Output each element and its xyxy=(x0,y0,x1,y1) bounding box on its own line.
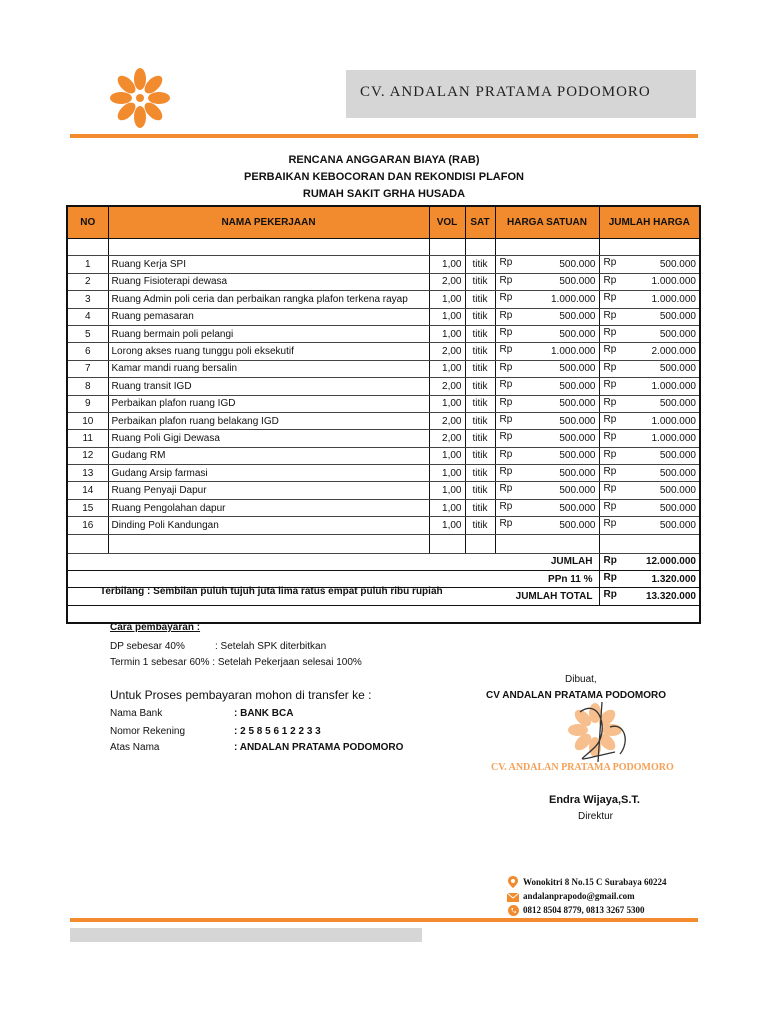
work-item-volume: 1,00 xyxy=(429,395,465,412)
currency-label: Rp xyxy=(499,309,513,321)
unit-price-cell xyxy=(495,308,599,325)
line-total-cell xyxy=(599,465,700,482)
currency-label: Rp xyxy=(499,326,513,338)
holder-value: : ANDALAN PRATAMA PODOMORO xyxy=(234,742,404,753)
work-item-name: Ruang pemasaran xyxy=(108,308,429,325)
line-total-cell xyxy=(599,378,700,395)
footer-address: Wonokitri 8 No.15 C Surabaya 60224 xyxy=(523,877,667,887)
made-by-label: Dibuat, xyxy=(565,674,597,685)
line-total: 1.000.000 xyxy=(651,380,696,392)
footer-band xyxy=(70,928,422,942)
total-value: 12.000.000 xyxy=(645,556,696,568)
unit-price: 500.000 xyxy=(559,363,596,375)
table-row xyxy=(67,465,700,482)
currency-label: Rp xyxy=(499,257,513,269)
unit-price-cell xyxy=(495,465,599,482)
work-item-volume: 1,00 xyxy=(429,499,465,516)
unit-price-cell xyxy=(495,256,599,273)
work-item-volume: 1,00 xyxy=(429,447,465,464)
work-item-name: Ruang Poli Gigi Dewasa xyxy=(108,430,429,447)
footer-divider xyxy=(70,918,698,922)
line-total: 500.000 xyxy=(659,502,696,514)
currency-label: Rp xyxy=(499,413,513,425)
currency-label: Rp xyxy=(603,518,617,530)
table-row xyxy=(67,482,700,499)
rab-table xyxy=(66,205,701,624)
line-total-cell xyxy=(599,308,700,325)
currency-label: Rp xyxy=(603,483,617,495)
unit-price-cell xyxy=(495,517,599,534)
unit-price: 500.000 xyxy=(559,276,596,288)
work-item-volume: 2,00 xyxy=(429,430,465,447)
work-item-volume: 1,00 xyxy=(429,482,465,499)
unit-price: 500.000 xyxy=(559,485,596,497)
currency-label: Rp xyxy=(603,274,617,286)
table-row xyxy=(67,412,700,429)
work-item-volume: 2,00 xyxy=(429,378,465,395)
phone-icon xyxy=(508,905,519,916)
work-item-unit: titik xyxy=(465,291,495,308)
work-item-name: Ruang bermain poli pelangi xyxy=(108,325,429,342)
currency-label: Rp xyxy=(603,431,617,443)
currency-label: Rp xyxy=(603,466,617,478)
work-item-name: Ruang Fisioterapi dewasa xyxy=(108,273,429,290)
table-row xyxy=(67,325,700,342)
row-number: 7 xyxy=(67,360,108,377)
unit-price-cell xyxy=(495,273,599,290)
location-pin-icon xyxy=(508,876,518,888)
work-item-name: Perbaikan plafon ruang IGD xyxy=(108,395,429,412)
currency-label: Rp xyxy=(603,326,617,338)
work-item-unit: titik xyxy=(465,325,495,342)
work-item-unit: titik xyxy=(465,273,495,290)
unit-price-cell xyxy=(495,343,599,360)
row-number: 5 xyxy=(67,325,108,342)
row-number: 11 xyxy=(67,430,108,447)
work-item-unit: titik xyxy=(465,256,495,273)
unit-price: 500.000 xyxy=(559,450,596,462)
work-item-volume: 2,00 xyxy=(429,273,465,290)
total-value: 1.320.000 xyxy=(651,573,696,585)
work-item-unit: titik xyxy=(465,378,495,395)
table-row xyxy=(67,517,700,534)
currency-label: Rp xyxy=(499,518,513,530)
currency-label: Rp xyxy=(603,448,617,460)
currency-label: Rp xyxy=(499,396,513,408)
table-row xyxy=(67,447,700,464)
work-item-volume: 1,00 xyxy=(429,517,465,534)
table-header-row xyxy=(67,206,700,239)
work-item-volume: 2,00 xyxy=(429,343,465,360)
unit-price-cell xyxy=(495,412,599,429)
bank-value: : BANK BCA xyxy=(234,708,294,719)
line-total-cell xyxy=(599,360,700,377)
column-header: NAMA PEKERJAAN xyxy=(108,206,429,239)
table-row xyxy=(67,256,700,273)
line-total: 1.000.000 xyxy=(651,415,696,427)
line-total: 500.000 xyxy=(659,311,696,323)
row-number: 2 xyxy=(67,273,108,290)
total-value-cell xyxy=(599,553,700,570)
line-total: 500.000 xyxy=(659,519,696,531)
line-total: 500.000 xyxy=(659,363,696,375)
row-number: 13 xyxy=(67,465,108,482)
work-item-volume: 1,00 xyxy=(429,465,465,482)
line-total: 500.000 xyxy=(659,467,696,479)
currency-label: Rp xyxy=(499,500,513,512)
line-total: 500.000 xyxy=(659,450,696,462)
currency-label: Rp xyxy=(603,361,617,373)
work-item-name: Ruang Pengolahan dapur xyxy=(108,499,429,516)
company-logo-icon xyxy=(108,66,172,130)
table-row xyxy=(67,291,700,308)
column-header: JUMLAH HARGA xyxy=(599,206,700,239)
unit-price: 500.000 xyxy=(559,415,596,427)
unit-price: 500.000 xyxy=(559,259,596,271)
signer-name: Endra Wijaya,S.T. xyxy=(549,794,640,806)
unit-price: 500.000 xyxy=(559,311,596,323)
row-number: 8 xyxy=(67,378,108,395)
unit-price-cell xyxy=(495,325,599,342)
signature-company: CV ANDALAN PRATAMA PODOMORO xyxy=(486,690,666,701)
total-value: 13.320.000 xyxy=(645,591,696,603)
account-label: Nomor Rekening xyxy=(110,726,186,737)
table-spacer xyxy=(67,239,700,256)
transfer-intro: Untuk Proses pembayaran mohon di transfer ke : xyxy=(110,688,372,702)
currency-label: Rp xyxy=(603,396,617,408)
work-item-unit: titik xyxy=(465,308,495,325)
dp-label: DP sebesar 40% xyxy=(110,641,185,652)
line-total: 2.000.000 xyxy=(651,346,696,358)
work-item-volume: 1,00 xyxy=(429,360,465,377)
table-row xyxy=(67,360,700,377)
currency-label: Rp xyxy=(603,292,617,304)
work-item-unit: titik xyxy=(465,482,495,499)
row-number: 6 xyxy=(67,343,108,360)
line-total: 500.000 xyxy=(659,259,696,271)
table-row xyxy=(67,273,700,290)
payment-method-heading: Cara pembayaran : xyxy=(110,622,201,633)
column-header: NO xyxy=(67,206,108,239)
unit-price: 500.000 xyxy=(559,398,596,410)
email-icon xyxy=(507,893,519,902)
work-item-name: Kamar mandi ruang bersalin xyxy=(108,360,429,377)
table-row xyxy=(67,499,700,516)
document-title: RENCANA ANGGARAN BIAYA (RAB) xyxy=(288,154,480,166)
table-row xyxy=(67,430,700,447)
work-item-unit: titik xyxy=(465,499,495,516)
work-item-name: Ruang Kerja SPI xyxy=(108,256,429,273)
line-total-cell xyxy=(599,273,700,290)
unit-price-cell xyxy=(495,291,599,308)
currency-label: Rp xyxy=(603,257,617,269)
work-item-unit: titik xyxy=(465,465,495,482)
currency-label: Rp xyxy=(499,344,513,356)
line-total: 500.000 xyxy=(659,485,696,497)
footer-phone: 0812 8504 8779, 0813 3267 5300 xyxy=(523,905,645,915)
work-item-unit: titik xyxy=(465,430,495,447)
line-total: 1.000.000 xyxy=(651,293,696,305)
work-item-unit: titik xyxy=(465,343,495,360)
currency-label: Rp xyxy=(499,466,513,478)
currency-label: Rp xyxy=(499,483,513,495)
currency-label: Rp xyxy=(499,431,513,443)
currency-label: Rp xyxy=(499,292,513,304)
work-item-name: Gudang RM xyxy=(108,447,429,464)
holder-label: Atas Nama xyxy=(110,742,160,753)
header-divider xyxy=(70,134,698,138)
unit-price-cell xyxy=(495,378,599,395)
line-total-cell xyxy=(599,395,700,412)
total-row xyxy=(67,553,700,570)
currency-label: Rp xyxy=(603,554,617,566)
line-total-cell xyxy=(599,343,700,360)
row-number: 9 xyxy=(67,395,108,412)
line-total-cell xyxy=(599,412,700,429)
unit-price-cell xyxy=(495,395,599,412)
bank-label: Nama Bank xyxy=(110,708,163,719)
work-item-volume: 1,00 xyxy=(429,308,465,325)
table-row xyxy=(67,395,700,412)
currency-label: Rp xyxy=(603,572,617,584)
currency-label: Rp xyxy=(499,379,513,391)
row-number: 16 xyxy=(67,517,108,534)
work-item-unit: titik xyxy=(465,447,495,464)
row-number: 15 xyxy=(67,499,108,516)
line-total-cell xyxy=(599,430,700,447)
line-total-cell xyxy=(599,499,700,516)
total-value-cell xyxy=(599,588,700,605)
line-total-cell xyxy=(599,256,700,273)
unit-price: 1.000.000 xyxy=(551,346,596,358)
line-total-cell xyxy=(599,482,700,499)
dp-value: : Setelah SPK diterbitkan xyxy=(215,641,327,652)
currency-label: Rp xyxy=(603,379,617,391)
unit-price: 500.000 xyxy=(559,467,596,479)
work-item-name: Perbaikan plafon ruang belakang IGD xyxy=(108,412,429,429)
currency-label: Rp xyxy=(603,344,617,356)
unit-price-cell xyxy=(495,482,599,499)
row-number: 3 xyxy=(67,291,108,308)
footer-email: andalanprapodo@gmail.com xyxy=(523,891,635,901)
line-total: 500.000 xyxy=(659,398,696,410)
table-row xyxy=(67,378,700,395)
work-item-unit: titik xyxy=(465,360,495,377)
work-item-name: Gudang Arsip farmasi xyxy=(108,465,429,482)
work-item-volume: 1,00 xyxy=(429,256,465,273)
currency-label: Rp xyxy=(603,413,617,425)
currency-label: Rp xyxy=(603,309,617,321)
row-number: 4 xyxy=(67,308,108,325)
currency-label: Rp xyxy=(603,589,617,601)
currency-label: Rp xyxy=(499,274,513,286)
amount-in-words: Terbilang : Sembilan puluh tujuh juta lima ratus empat puluh ribu rupiah xyxy=(100,586,443,597)
table-empty-row xyxy=(67,534,700,553)
unit-price-cell xyxy=(495,360,599,377)
column-header: HARGA SATUAN xyxy=(495,206,599,239)
document-subtitle: PERBAIKAN KEBOCORAN DAN REKONDISI PLAFON xyxy=(244,171,524,183)
total-label: JUMLAH xyxy=(67,553,599,570)
work-item-name: Dinding Poli Kandungan xyxy=(108,517,429,534)
line-total-cell xyxy=(599,291,700,308)
currency-label: Rp xyxy=(603,500,617,512)
column-header: VOL xyxy=(429,206,465,239)
total-label: PPn 11 % xyxy=(67,571,599,588)
currency-label: Rp xyxy=(499,361,513,373)
line-total-cell xyxy=(599,517,700,534)
work-item-name: Ruang Penyaji Dapur xyxy=(108,482,429,499)
company-name: CV. ANDALAN PRATAMA PODOMORO xyxy=(360,84,651,100)
total-label: JUMLAH TOTAL xyxy=(67,588,599,605)
line-total: 500.000 xyxy=(659,328,696,340)
table-row xyxy=(67,343,700,360)
work-item-unit: titik xyxy=(465,412,495,429)
unit-price-cell xyxy=(495,499,599,516)
unit-price: 500.000 xyxy=(559,328,596,340)
unit-price-cell xyxy=(495,447,599,464)
work-item-name: Ruang Admin poli ceria dan perbaikan rangka plafon terkena rayap xyxy=(108,291,429,308)
currency-label: Rp xyxy=(499,448,513,460)
row-number: 14 xyxy=(67,482,108,499)
total-value-cell xyxy=(599,571,700,588)
work-item-name: Ruang transit IGD xyxy=(108,378,429,395)
work-item-volume: 2,00 xyxy=(429,412,465,429)
line-total-cell xyxy=(599,325,700,342)
work-item-unit: titik xyxy=(465,395,495,412)
row-number: 12 xyxy=(67,447,108,464)
work-item-volume: 1,00 xyxy=(429,325,465,342)
row-number: 10 xyxy=(67,412,108,429)
document-client: RUMAH SAKIT GRHA HUSADA xyxy=(302,188,466,200)
signer-role: Direktur xyxy=(578,811,614,822)
work-item-unit: titik xyxy=(465,517,495,534)
unit-price: 500.000 xyxy=(559,519,596,531)
account-value: : 2 5 8 5 6 1 2 2 3 3 xyxy=(234,726,321,737)
table-row xyxy=(67,308,700,325)
line-total: 1.000.000 xyxy=(651,276,696,288)
unit-price: 500.000 xyxy=(559,502,596,514)
unit-price: 1.000.000 xyxy=(551,293,596,305)
line-total: 1.000.000 xyxy=(651,432,696,444)
stamp-text: CV. ANDALAN PRATAMA PODOMORO xyxy=(491,762,674,773)
row-number: 1 xyxy=(67,256,108,273)
termin-text: Termin 1 sebesar 60% : Setelah Pekerjaan selesai 100% xyxy=(110,657,362,668)
line-total-cell xyxy=(599,447,700,464)
work-item-volume: 1,00 xyxy=(429,291,465,308)
unit-price-cell xyxy=(495,430,599,447)
unit-price: 500.000 xyxy=(559,380,596,392)
terbilang-row xyxy=(67,605,700,623)
unit-price: 500.000 xyxy=(559,432,596,444)
column-header: SAT xyxy=(465,206,495,239)
work-item-name: Lorong akses ruang tunggu poli eksekutif xyxy=(108,343,429,360)
